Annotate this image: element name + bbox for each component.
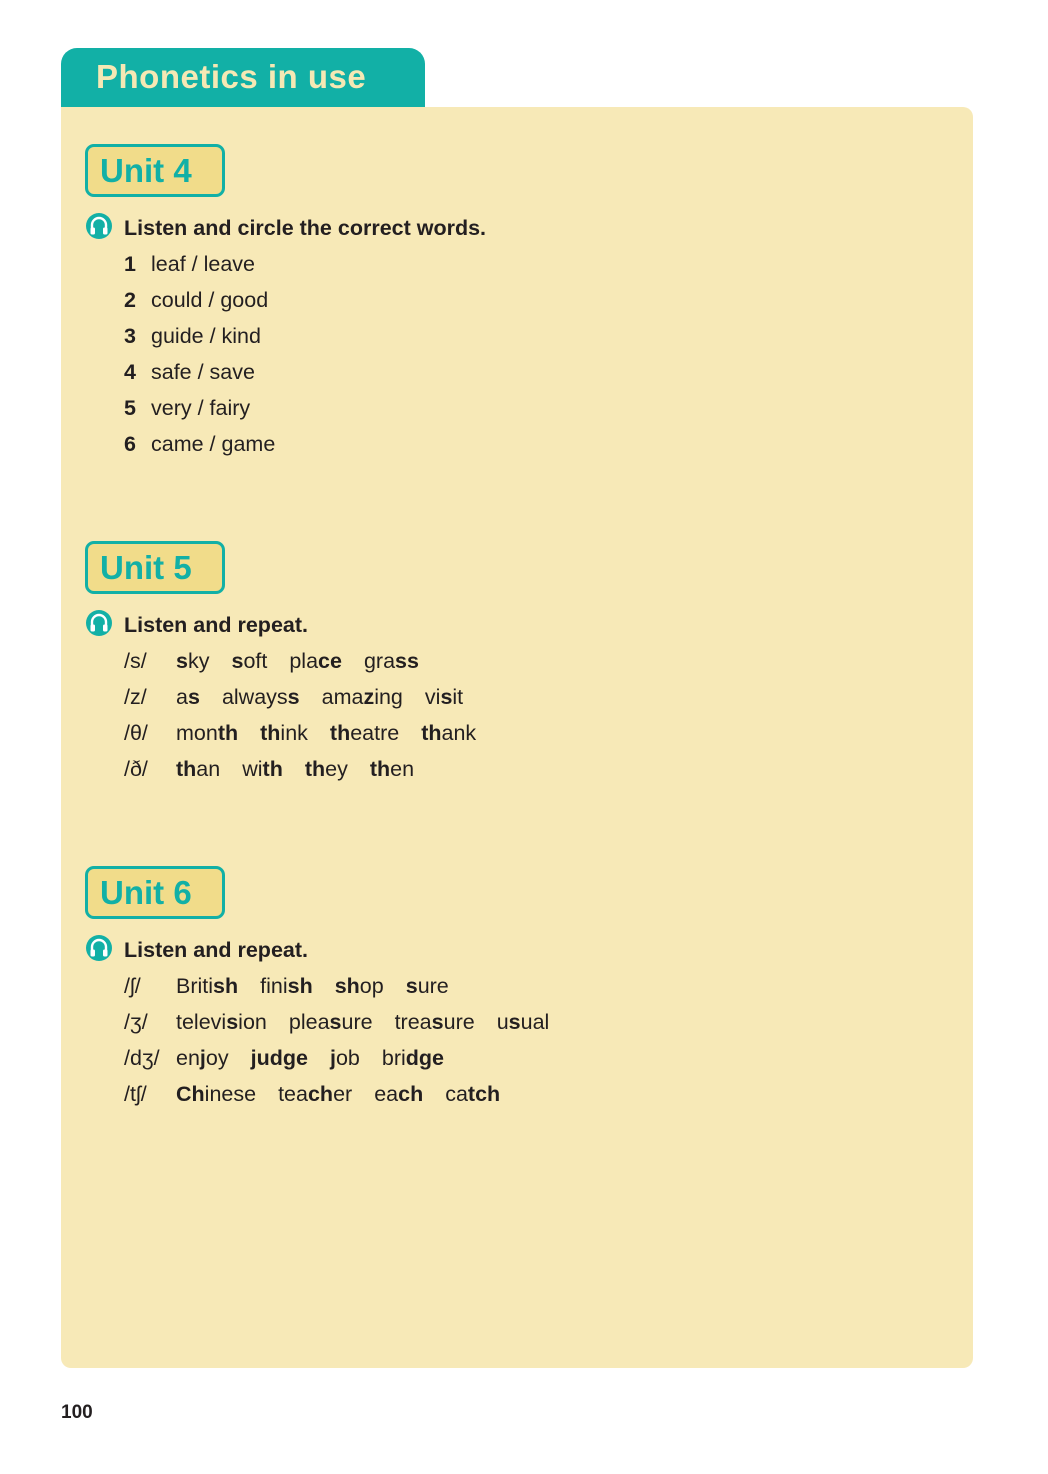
highlighted-letters: s	[231, 648, 244, 673]
instruction-text: Listen and circle the correct words.	[124, 215, 487, 240]
sound-row	[124, 1040, 571, 1076]
example-word	[176, 685, 200, 710]
word-part: eatre	[350, 720, 400, 745]
phonetic-symbol: /dʒ/	[124, 1045, 160, 1070]
example-word	[330, 1046, 360, 1071]
sound-row	[124, 679, 498, 715]
sound-row	[124, 968, 571, 1004]
word-part: ama	[321, 684, 364, 709]
section-title-tab	[61, 48, 425, 108]
highlighted-letters: s	[329, 1009, 342, 1034]
word-part: wi	[242, 756, 263, 781]
example-word	[395, 1010, 475, 1035]
word-part: op	[359, 973, 384, 998]
word-part: a	[176, 684, 188, 709]
phonetic-symbol: /ʃ/	[124, 973, 141, 998]
example-word	[260, 974, 313, 999]
example-word	[260, 721, 308, 746]
item-words: guide / kind	[151, 323, 261, 348]
highlighted-letters: th	[176, 756, 197, 781]
headphones-icon[interactable]	[85, 212, 124, 245]
phonetic-symbol: /z/	[124, 684, 147, 709]
highlighted-letters: dge	[405, 1045, 445, 1070]
phonetic-symbol: /tʃ/	[124, 1081, 147, 1106]
word-part: trea	[394, 1009, 432, 1034]
word-part: ing	[374, 684, 403, 709]
highlighted-letters: th	[262, 756, 283, 781]
unit-5-instruction	[85, 610, 308, 640]
sound-row	[124, 1004, 571, 1040]
highlighted-letters: s	[287, 684, 300, 709]
example-word	[278, 1082, 352, 1107]
phonetic-symbol: /ʒ/	[124, 1009, 148, 1034]
word-part: ky	[187, 648, 210, 673]
example-word	[370, 757, 414, 782]
example-word	[242, 757, 283, 782]
highlighted-letters: ch	[307, 1081, 334, 1106]
word-part: u	[496, 1009, 509, 1034]
sound-row	[124, 751, 498, 787]
item-number: 4	[124, 359, 136, 384]
list-item	[124, 282, 275, 318]
example-word	[289, 1010, 373, 1035]
item-number: 5	[124, 395, 136, 420]
highlighted-letters: j	[199, 1045, 206, 1070]
highlighted-letters: s	[187, 684, 200, 709]
word-part: pla	[289, 648, 319, 673]
word-part: an	[196, 756, 221, 781]
example-word	[176, 649, 209, 674]
word-part: en	[176, 1045, 200, 1070]
highlighted-letters: Ch	[176, 1081, 205, 1106]
word-part: it	[452, 684, 464, 709]
word-part: plea	[288, 1009, 330, 1034]
example-word	[425, 685, 463, 710]
example-word	[335, 974, 384, 999]
example-word	[330, 721, 399, 746]
list-item	[124, 426, 275, 462]
word-part: en	[390, 756, 415, 781]
word-part: ca	[445, 1081, 468, 1106]
example-word	[222, 685, 300, 710]
highlighted-letters: ch	[398, 1081, 424, 1106]
word-part: fini	[260, 973, 288, 998]
phonetic-symbol: /s/	[124, 648, 147, 673]
word-part: ob	[335, 1045, 360, 1070]
example-word	[289, 649, 342, 674]
list-item	[124, 390, 275, 426]
sound-row	[124, 1076, 571, 1112]
highlighted-letters: th	[304, 756, 326, 781]
word-part: ank	[441, 720, 477, 745]
unit-6-badge: Unit 6	[85, 866, 225, 919]
example-word	[406, 974, 449, 999]
phonetic-symbol: /θ/	[124, 720, 148, 745]
word-part: ink	[280, 720, 308, 745]
highlighted-letters: th	[421, 720, 442, 745]
item-number: 3	[124, 323, 136, 348]
unit-4-word-list	[124, 246, 275, 462]
highlighted-letters: th	[217, 720, 239, 745]
sound-row	[124, 643, 498, 679]
highlighted-letters: z	[363, 684, 375, 709]
word-part: always	[221, 684, 288, 709]
example-word	[176, 1046, 229, 1071]
example-word	[445, 1082, 500, 1107]
item-number: 6	[124, 431, 136, 456]
unit-4-instruction	[85, 213, 486, 243]
sound-row	[124, 715, 498, 751]
highlighted-letters: sh	[213, 973, 239, 998]
highlighted-letters: s	[508, 1009, 521, 1034]
highlighted-letters: s	[226, 1009, 239, 1034]
word-part: oy	[205, 1045, 229, 1070]
highlighted-letters: th	[369, 756, 391, 781]
example-word	[497, 1010, 550, 1035]
example-word	[382, 1046, 444, 1071]
word-part: vi	[424, 684, 441, 709]
word-part: bri	[381, 1045, 406, 1070]
list-item	[124, 354, 275, 390]
highlighted-letters: ss	[395, 648, 419, 673]
word-part: gra	[363, 648, 396, 673]
example-word	[374, 1082, 423, 1107]
example-word	[251, 1046, 308, 1071]
item-words: came / game	[151, 431, 276, 456]
word-part: ey	[325, 756, 348, 781]
unit-5-sound-list	[124, 643, 498, 787]
highlighted-letters: sh	[334, 973, 360, 998]
unit-6-sound-list	[124, 968, 571, 1112]
word-part: mon	[176, 720, 218, 745]
highlighted-letters: judge	[250, 1045, 308, 1070]
example-word	[421, 721, 476, 746]
word-part: Briti	[176, 973, 214, 998]
word-part: ea	[374, 1081, 399, 1106]
example-word	[176, 1082, 256, 1107]
item-words: could / good	[151, 287, 269, 312]
item-number: 2	[124, 287, 136, 312]
example-word	[305, 757, 348, 782]
headphones-icon[interactable]	[85, 609, 124, 642]
item-number: 1	[124, 251, 136, 276]
example-word	[364, 649, 419, 674]
item-words: very / fairy	[151, 395, 251, 420]
item-words: safe / save	[151, 359, 255, 384]
item-words: leaf / leave	[151, 251, 255, 276]
highlighted-letters: sh	[287, 973, 313, 998]
example-word	[176, 721, 238, 746]
page-number: 100	[61, 1402, 93, 1423]
highlighted-letters: s	[431, 1009, 444, 1034]
highlighted-letters: ce	[318, 648, 342, 673]
word-part: ure	[443, 1009, 475, 1034]
instruction-text: Listen and repeat.	[124, 612, 308, 637]
list-item	[124, 246, 275, 282]
word-part: oft	[243, 648, 268, 673]
word-part: ure	[417, 973, 449, 998]
highlighted-letters: s	[405, 973, 418, 998]
section-title: Phonetics in use	[96, 58, 367, 95]
highlighted-letters: th	[329, 720, 351, 745]
word-part: inese	[204, 1081, 257, 1106]
highlighted-letters: j	[329, 1045, 336, 1070]
example-word	[322, 685, 403, 710]
word-part: ual	[520, 1009, 550, 1034]
highlighted-letters: s	[176, 648, 188, 673]
highlighted-letters: tch	[467, 1081, 501, 1106]
instruction-text: Listen and repeat.	[124, 937, 308, 962]
example-word	[176, 974, 238, 999]
example-word	[176, 757, 220, 782]
highlighted-letters: th	[260, 720, 281, 745]
word-part: ion	[238, 1009, 267, 1034]
word-part: tea	[278, 1081, 308, 1106]
example-word	[176, 1010, 267, 1035]
highlighted-letters: s	[440, 684, 453, 709]
unit-6-instruction	[85, 935, 308, 965]
headphones-icon[interactable]	[85, 934, 124, 967]
phonetic-symbol: /ð/	[124, 756, 148, 781]
word-part: er	[333, 1081, 353, 1106]
word-part: ure	[341, 1009, 373, 1034]
list-item	[124, 318, 275, 354]
word-part: televi	[176, 1009, 227, 1034]
unit-5-badge: Unit 5	[85, 541, 225, 594]
example-word	[231, 649, 267, 674]
unit-4-badge: Unit 4	[85, 144, 225, 197]
